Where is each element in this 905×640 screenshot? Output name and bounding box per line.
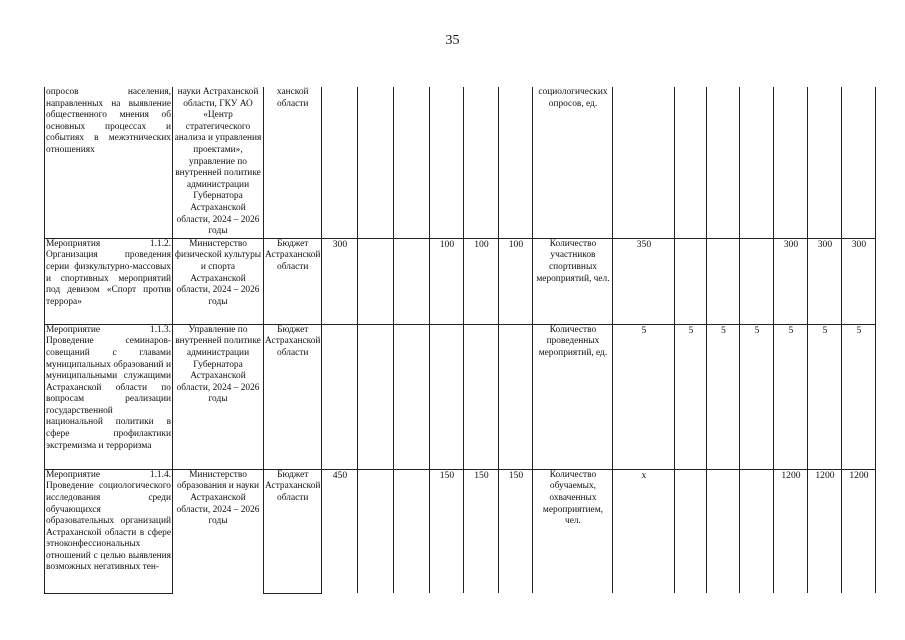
plan-cell [707, 87, 740, 238]
value-cell: 450 [322, 469, 358, 593]
executor-cell: Управление по внутренней политике администрации Губернатора Астраханской области, 2024 – 2026 годы [173, 324, 264, 469]
value-cell: 100 [464, 238, 499, 324]
plan-cell [613, 87, 675, 238]
plan-cell [707, 469, 740, 593]
table-row [45, 87, 876, 238]
plan-cell [808, 87, 842, 238]
value-cell [394, 87, 430, 238]
plan-cell: 5 [774, 324, 808, 469]
funding-source-cell: Бюджет Астраханской области [264, 324, 322, 469]
value-cell [464, 87, 499, 238]
value-cell [430, 87, 464, 238]
funding-source-cell: Бюджет Астраханской области [264, 238, 322, 324]
plan-cell [675, 469, 707, 593]
plan-cell [842, 87, 876, 238]
plan-cell: 5 [707, 324, 740, 469]
value-cell [430, 324, 464, 469]
plan-cell: 5 [613, 324, 675, 469]
plan-cell: 5 [675, 324, 707, 469]
plan-cell [675, 238, 707, 324]
indicator-cell: Количество обучаемых, охваченных мероприятием, чел. [533, 469, 613, 593]
indicator-cell: Количество проведенных мероприятий, ед. [533, 324, 613, 469]
plan-cell: х [613, 469, 675, 593]
executor-cell: науки Астраханской области, ГКУ АО «Центр стратегического анализа и управления проектами», управление по внутренней политике администрации Губернатора Астраханской области, 2024 – 2026 годы [173, 87, 264, 238]
table-row [45, 324, 876, 469]
event-cell: опросов населения, направленных на выявление общественного мнения об основных процессах и событиях в межэтнических отношениях [45, 87, 173, 238]
plan-cell: 1200 [774, 469, 808, 593]
plan-cell: 300 [842, 238, 876, 324]
value-cell [499, 324, 533, 469]
value-cell: 150 [499, 469, 533, 593]
program-events-table [44, 87, 876, 594]
indicator-cell: Количество участников спортивных мероприятий, чел. [533, 238, 613, 324]
event-cell: Мероприятия 1.1.2. Организация проведения серии физкультурно-массовых и спортивных мероприятий под девизом «Спорт против террора» [45, 238, 173, 324]
value-cell: 300 [322, 238, 358, 324]
value-cell: 150 [464, 469, 499, 593]
plan-cell: 300 [808, 238, 842, 324]
value-cell [358, 87, 394, 238]
funding-source-cell: ханской области [264, 87, 322, 238]
plan-cell [675, 87, 707, 238]
event-cell: Мероприятие 1.1.4. Проведение социологического исследования среди обучающихся образовательных организаций Астраханской области в сфере этноконфессиональных отношений с целью выявления возможных негативных тен- [45, 469, 173, 593]
event-cell: Мероприятие 1.1.3. Проведение семинаров-совещаний с главами муниципальных образований и муниципальными служащими Астраханской области по вопросам реализации государственной национальной политики в сфере профилактики экстремизма и терроризма [45, 324, 173, 469]
funding-source-cell: Бюджет Астраханской области [264, 469, 322, 593]
executor-cell: Министерство образования и науки Астраханской области, 2024 – 2026 годы [173, 469, 264, 593]
indicator-cell: социологических опросов, ед. [533, 87, 613, 238]
value-cell [358, 324, 394, 469]
plan-cell [774, 87, 808, 238]
value-cell [358, 238, 394, 324]
plan-cell: 5 [740, 324, 774, 469]
value-cell [499, 87, 533, 238]
table-row [45, 469, 876, 593]
value-cell [322, 87, 358, 238]
plan-cell: 1200 [842, 469, 876, 593]
plan-cell: 1200 [808, 469, 842, 593]
value-cell: 100 [430, 238, 464, 324]
value-cell: 100 [499, 238, 533, 324]
value-cell [394, 469, 430, 593]
plan-cell: 350 [613, 238, 675, 324]
plan-cell: 300 [774, 238, 808, 324]
value-cell [394, 324, 430, 469]
table-row [45, 238, 876, 324]
plan-cell: 5 [842, 324, 876, 469]
value-cell [464, 324, 499, 469]
plan-cell: 5 [808, 324, 842, 469]
plan-cell [707, 238, 740, 324]
value-cell [358, 469, 394, 593]
page-number: 35 [445, 33, 460, 48]
plan-cell [740, 87, 774, 238]
executor-cell: Министерство физической культуры и спорта Астраханской области, 2024 – 2026 годы [173, 238, 264, 324]
value-cell [322, 324, 358, 469]
value-cell [394, 238, 430, 324]
value-cell: 150 [430, 469, 464, 593]
plan-cell [740, 469, 774, 593]
plan-cell [740, 238, 774, 324]
